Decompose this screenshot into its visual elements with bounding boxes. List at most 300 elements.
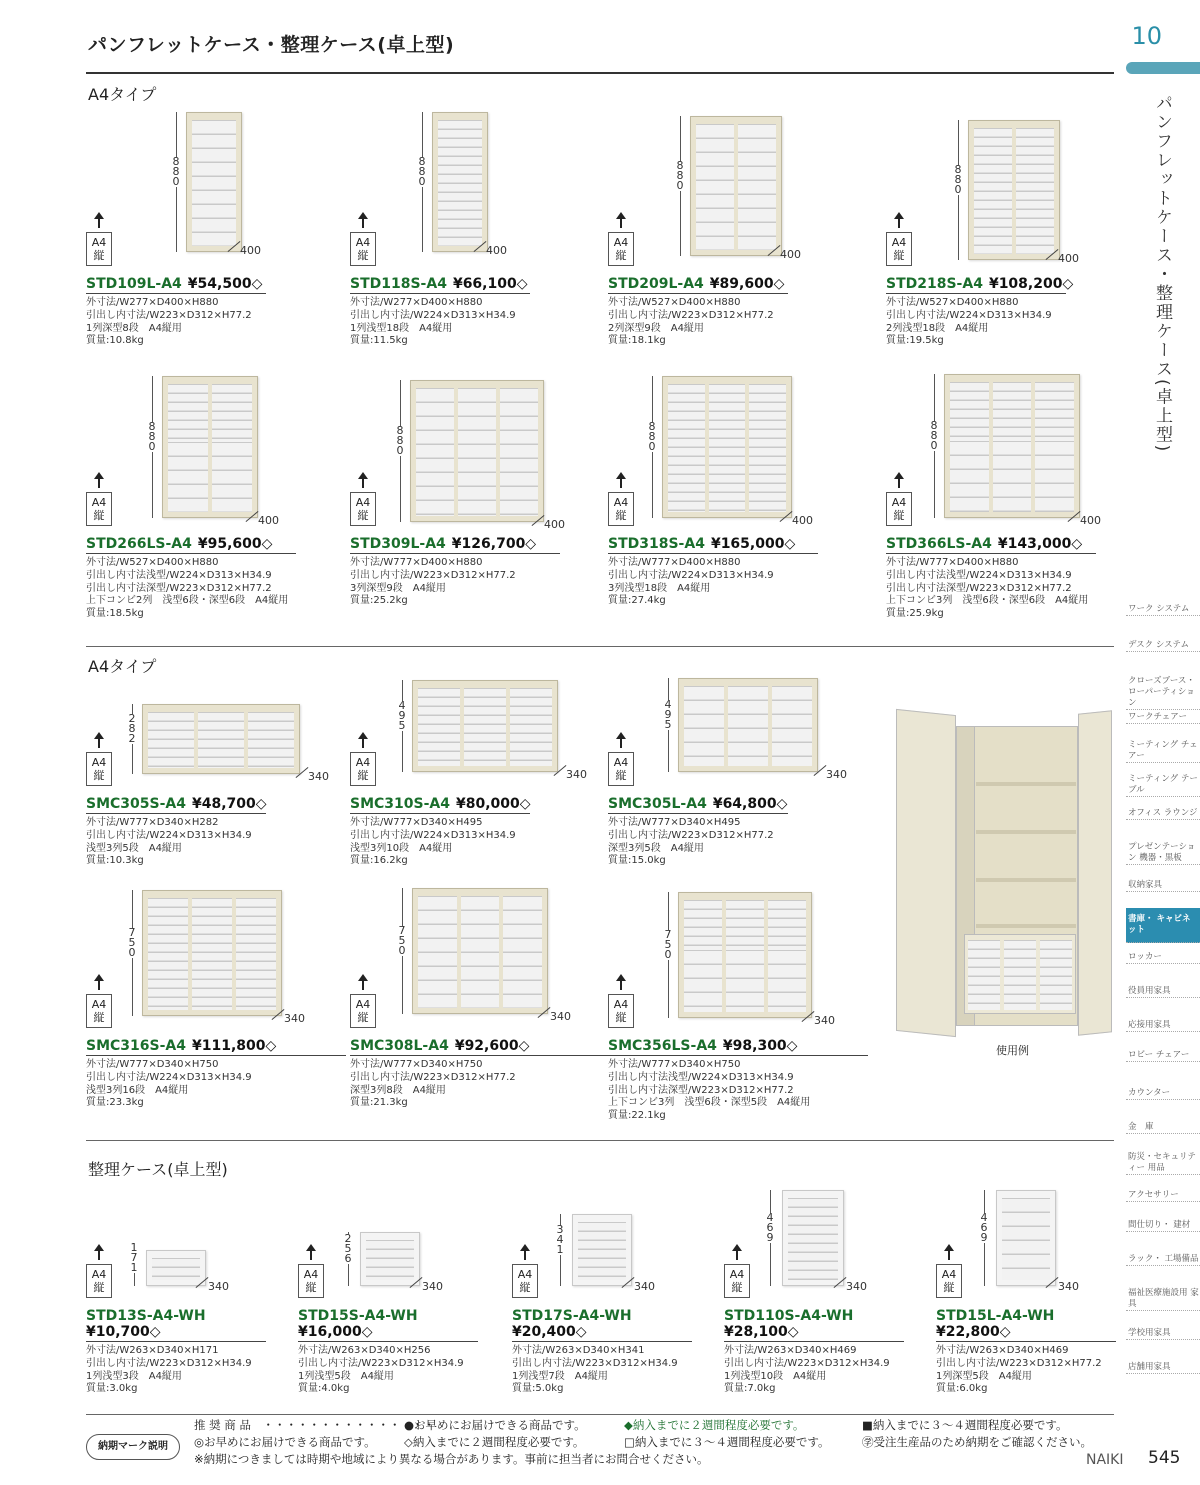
product-spec: 引出し内寸法/W224×D313×H34.9 xyxy=(350,309,516,321)
depth-dimension: 400 xyxy=(1080,514,1101,527)
product-info xyxy=(608,1038,868,1123)
product-name: STD118S-A4 xyxy=(350,276,447,292)
product-spec: 2列浅型18段 A4縦用 xyxy=(886,322,989,334)
section-title-a4-1: A4タイプ xyxy=(88,85,157,104)
product-info xyxy=(86,796,266,868)
product-spec: 引出し内寸法浅型/W224×D313×H34.9 xyxy=(86,569,272,581)
product-spec: 引出し内寸法浅型/W224×D313×H34.9 xyxy=(608,1071,794,1083)
a4-label: A4 xyxy=(355,496,371,509)
product-name: SMC310S-A4 xyxy=(350,796,450,812)
sidenav-item[interactable]: 店舗用家具 xyxy=(1126,1362,1200,1374)
arrow-up-icon xyxy=(616,974,626,981)
a4-label: A4 xyxy=(355,236,371,249)
product-spec: 引出し内寸法/W223×D312×H34.9 xyxy=(86,1357,252,1369)
product-name: SMC305S-A4 xyxy=(86,796,186,812)
height-dimension: 469 xyxy=(978,1213,990,1243)
tate-label: 縦 xyxy=(519,1281,531,1294)
arrow-up-icon xyxy=(362,478,364,488)
product-spec: 外寸法/W777×D340×H282 xyxy=(86,817,219,828)
product-spec: 引出し内寸法浅型/W224×D313×H34.9 xyxy=(886,569,1072,581)
drawer-column xyxy=(684,686,724,766)
product-spec: 質量:4.0kg xyxy=(298,1383,350,1395)
section-rule xyxy=(86,646,1114,647)
arrow-up-icon xyxy=(358,732,368,739)
a4-label: A4 xyxy=(91,1268,107,1281)
product-spec: 質量:18.5kg xyxy=(86,608,144,620)
product-spec: 外寸法/W777×D340×H750 xyxy=(350,1059,483,1070)
tate-label: 縦 xyxy=(93,1281,105,1294)
sidenav-item[interactable]: ワークチェアー xyxy=(1126,712,1200,724)
arrow-up-icon xyxy=(98,980,100,990)
tate-label: 縦 xyxy=(615,249,627,262)
sidenav-item[interactable]: クローズブース・ ローパーティション xyxy=(1126,676,1200,710)
drawer-column xyxy=(503,896,542,1008)
product-info xyxy=(886,536,1096,621)
a4-portrait-icon xyxy=(350,752,376,786)
depth-dimension: 340 xyxy=(826,768,847,781)
arrow-up-icon xyxy=(524,1250,526,1260)
product-spec: 浅型3列10段 A4縦用 xyxy=(350,842,453,854)
product-spec: 質量:7.0kg xyxy=(724,1383,776,1395)
tate-label: 縦 xyxy=(943,1281,955,1294)
product-name-row xyxy=(86,1038,346,1056)
depth-dimension: 340 xyxy=(422,1280,443,1293)
product-spec: 外寸法/W777×D340×H495 xyxy=(350,817,483,828)
product-spec: 外寸法/W527×D400×H880 xyxy=(886,297,1019,308)
sidenav-item[interactable]: 書庫・ キャビネット xyxy=(1126,908,1200,943)
section-title-desktop: 整理ケース(卓上型) xyxy=(88,1160,228,1179)
footer-note: ※納期につきましては時期や地域により異なる場合があります。事前に担当者にお問合せください。 xyxy=(194,1452,709,1466)
product-name: STD17S-A4-WH xyxy=(512,1308,632,1324)
height-dimension: 750 xyxy=(396,926,408,956)
drawer-column xyxy=(438,120,482,246)
product-price: ¥92,600◇ xyxy=(454,1038,530,1054)
product-info xyxy=(86,1308,266,1396)
depth-dimension: 340 xyxy=(814,1014,835,1027)
product-name: STD15S-A4-WH xyxy=(298,1308,418,1324)
product-price: ¥64,800◇ xyxy=(712,796,788,812)
usage-example-caption: 使用例 xyxy=(996,1044,1029,1057)
a4-label: A4 xyxy=(891,496,907,509)
drawer-column-deep xyxy=(168,442,208,512)
drawer-column xyxy=(416,388,454,516)
drawer-column-deep xyxy=(684,950,722,1012)
tate-label: 縦 xyxy=(893,249,905,262)
product-name: STD218S-A4 xyxy=(886,276,983,292)
product-name-row xyxy=(886,276,1074,294)
product-name: SMC305L-A4 xyxy=(608,796,707,812)
arrow-up-icon xyxy=(620,980,622,990)
arrow-up-icon xyxy=(736,1250,738,1260)
a4-portrait-icon xyxy=(608,994,634,1028)
depth-dimension: 340 xyxy=(308,770,329,783)
product-name: STD13S-A4-WH xyxy=(86,1308,206,1324)
product-name: STD309L-A4 xyxy=(350,536,446,552)
sidenav-item[interactable]: カウンター xyxy=(1126,1088,1200,1100)
product-spec: 外寸法/W527×D400×H880 xyxy=(608,297,741,308)
height-dimension: 256 xyxy=(342,1234,354,1264)
product-spec: 引出し内寸法/W223×D312×H34.9 xyxy=(298,1357,464,1369)
tate-label: 縦 xyxy=(357,769,369,782)
drawer-column xyxy=(461,896,500,1008)
product-info xyxy=(512,1308,692,1396)
drawer-column xyxy=(152,1258,200,1280)
sidenav-item[interactable]: ロビー チェアー xyxy=(1126,1050,1200,1062)
product-info xyxy=(608,276,788,348)
product-spec: 1列浅型10段 A4縦用 xyxy=(724,1370,827,1382)
sidenav-item[interactable]: 役員用家具 xyxy=(1126,986,1200,998)
a4-portrait-icon xyxy=(86,232,112,266)
arrow-up-icon xyxy=(362,218,364,228)
product-spec: 外寸法/W777×D340×H750 xyxy=(608,1059,741,1070)
product-spec: 質量:27.4kg xyxy=(608,595,666,607)
height-dimension: 880 xyxy=(146,422,158,452)
product-spec: 外寸法/W777×D400×H880 xyxy=(350,557,483,568)
page-number: 545 xyxy=(1148,1448,1181,1468)
product-spec: 1列浅型3段 A4縦用 xyxy=(86,1370,182,1382)
product-spec: 質量:11.5kg xyxy=(350,335,408,347)
delivery-mark-badge: 納期マーク説明 xyxy=(86,1434,180,1460)
product-spec: 引出し内寸法/W224×D313×H34.9 xyxy=(350,829,516,841)
product-spec: 質量:23.3kg xyxy=(86,1097,144,1109)
product-spec: 引出し内寸法/W224×D313×H34.9 xyxy=(86,829,252,841)
product-info xyxy=(608,536,818,608)
page-title: パンフレットケース・整理ケース(卓上型) xyxy=(88,34,455,56)
sidenav-item[interactable]: 応接用家具 xyxy=(1126,1020,1200,1032)
depth-dimension: 400 xyxy=(780,248,801,261)
product-spec: 3列浅型18段 A4縦用 xyxy=(608,582,711,594)
product-spec: 引出し内寸法/W223×D312×H77.2 xyxy=(350,569,516,581)
depth-dimension: 340 xyxy=(1058,1280,1079,1293)
product-spec: 引出し内寸法/W223×D312×H77.2 xyxy=(936,1357,1102,1369)
arrow-up-icon xyxy=(620,738,622,748)
drawer-column xyxy=(366,1240,414,1280)
product-spec: 質量:25.9kg xyxy=(886,608,944,620)
arrow-up-icon xyxy=(732,1244,742,1251)
product-name: STD110S-A4-WH xyxy=(724,1308,854,1324)
product-name: STD366LS-A4 xyxy=(886,536,992,552)
product-spec: 質量:10.3kg xyxy=(86,855,144,867)
drawer-column xyxy=(418,688,460,766)
depth-dimension: 340 xyxy=(634,1280,655,1293)
drawer-column xyxy=(148,898,188,1010)
height-dimension: 880 xyxy=(928,421,940,451)
drawer-column xyxy=(728,686,768,766)
arrow-up-icon xyxy=(98,218,100,228)
usage-example-image xyxy=(896,712,1112,1034)
arrow-up-icon xyxy=(620,478,622,488)
product-info xyxy=(350,796,530,868)
drawer-column-deep xyxy=(993,441,1032,513)
a4-label: A4 xyxy=(91,496,107,509)
a4-label: A4 xyxy=(355,998,371,1011)
tate-label: 縦 xyxy=(357,509,369,522)
arrow-up-icon xyxy=(358,212,368,219)
product-name-row xyxy=(886,536,1096,554)
product-spec: 外寸法/W777×D340×H750 xyxy=(86,1059,219,1070)
product-price: ¥10,700◇ xyxy=(86,1324,266,1342)
depth-dimension: 340 xyxy=(284,1012,305,1025)
arrow-up-icon xyxy=(616,212,626,219)
product-spec: 質量:25.2kg xyxy=(350,595,408,607)
product-price: ¥111,800◇ xyxy=(191,1038,277,1054)
a4-portrait-icon xyxy=(608,752,634,786)
drawer-column xyxy=(500,388,538,516)
product-info xyxy=(86,276,266,348)
arrow-up-icon xyxy=(520,1244,530,1251)
drawer-column-deep xyxy=(726,950,764,1012)
drawer-column-deep xyxy=(212,442,252,512)
a4-label: A4 xyxy=(91,236,107,249)
product-spec: 引出し内寸法/W223×D312×H34.9 xyxy=(512,1357,678,1369)
a4-portrait-icon xyxy=(86,492,112,526)
product-info xyxy=(86,536,296,621)
product-spec: 外寸法/W777×D400×H880 xyxy=(886,557,1019,568)
arrow-up-icon xyxy=(94,732,104,739)
product-name: STD266LS-A4 xyxy=(86,536,192,552)
product-spec: 1列深型8段 A4縦用 xyxy=(86,322,182,334)
product-spec: 外寸法/W777×D400×H880 xyxy=(608,557,741,568)
arrow-up-icon xyxy=(362,980,364,990)
arrow-up-icon xyxy=(620,218,622,228)
height-dimension: 880 xyxy=(394,426,406,456)
arrow-up-icon xyxy=(358,472,368,479)
drawer-column xyxy=(974,128,1012,254)
drawer-column xyxy=(192,898,232,1010)
drawer-column xyxy=(772,686,812,766)
product-spec: 質量:21.3kg xyxy=(350,1097,408,1109)
product-price: ¥89,600◇ xyxy=(709,276,785,292)
depth-dimension: 340 xyxy=(550,1010,571,1023)
product-spec: 質量:18.1kg xyxy=(608,335,666,347)
product-name: STD318S-A4 xyxy=(608,536,705,552)
a4-label: A4 xyxy=(355,756,371,769)
product-spec: 外寸法/W277×D400×H880 xyxy=(350,297,483,308)
product-price: ¥126,700◇ xyxy=(451,536,537,552)
product-spec: 3列深型9段 A4縦用 xyxy=(350,582,446,594)
arrow-up-icon xyxy=(944,1244,954,1251)
drawer-column-deep xyxy=(950,441,989,513)
sidenav-item[interactable]: ラック・ 工場備品 xyxy=(1128,1254,1199,1264)
tate-label: 縦 xyxy=(93,509,105,522)
footer-mark-open-square: □納入までに３〜４週間程度必要です。 xyxy=(624,1435,830,1449)
a4-portrait-icon xyxy=(512,1264,538,1298)
product-spec: 1列深型5段 A4縦用 xyxy=(936,1370,1032,1382)
arrow-up-icon xyxy=(98,1250,100,1260)
a4-label: A4 xyxy=(613,998,629,1011)
arrow-up-icon xyxy=(98,738,100,748)
product-price: ¥48,700◇ xyxy=(191,796,267,812)
height-dimension: 750 xyxy=(662,930,674,960)
product-name-row xyxy=(350,1038,610,1056)
product-name: SMC316S-A4 xyxy=(86,1038,186,1054)
product-spec: 質量:3.0kg xyxy=(86,1383,138,1395)
footer-mark-order: ㊫受注生産品のため納期をご確認ください。 xyxy=(862,1435,1092,1449)
drawer-column xyxy=(248,712,294,768)
height-dimension: 469 xyxy=(764,1213,776,1243)
drawer-column xyxy=(510,688,552,766)
product-spec: 質量:16.2kg xyxy=(350,855,408,867)
product-spec: 外寸法/W263×D340×H256 xyxy=(298,1345,431,1356)
product-info xyxy=(886,276,1074,348)
arrow-up-icon xyxy=(94,472,104,479)
sidenav-item[interactable]: 間仕切り・ 建材 xyxy=(1126,1220,1200,1232)
arrow-up-icon xyxy=(94,212,104,219)
height-dimension: 880 xyxy=(674,161,686,191)
drawer-column xyxy=(738,124,776,250)
product-price: ¥98,300◇ xyxy=(722,1038,798,1054)
a4-portrait-icon xyxy=(86,1264,112,1298)
a4-portrait-icon xyxy=(86,994,112,1028)
product-price: ¥80,000◇ xyxy=(455,796,531,812)
sidenav-item[interactable]: デスク システム xyxy=(1126,640,1200,652)
drawer-column xyxy=(236,898,276,1010)
sidenav-item[interactable]: ミーティング チェアー xyxy=(1126,740,1200,763)
product-name-row xyxy=(608,536,818,554)
product-spec: 質量:15.0kg xyxy=(608,855,666,867)
product-name-row xyxy=(350,796,530,814)
sidenav-item[interactable]: 金 庫 xyxy=(1126,1122,1200,1134)
arrow-up-icon xyxy=(894,472,904,479)
product-spec: 1列浅型5段 A4縦用 xyxy=(298,1370,394,1382)
product-spec: 引出し内寸法/W223×D312×H77.2 xyxy=(350,1071,516,1083)
section-title-a4-2: A4タイプ xyxy=(88,657,157,676)
a4-portrait-icon xyxy=(350,994,376,1028)
product-name: SMC356LS-A4 xyxy=(608,1038,717,1054)
sidenav-item[interactable]: オフィス ラウンジ xyxy=(1126,808,1200,820)
product-name-row xyxy=(86,536,296,554)
a4-label: A4 xyxy=(613,756,629,769)
product-name: STD15L-A4-WH xyxy=(936,1308,1055,1324)
arrow-up-icon xyxy=(358,974,368,981)
arrow-up-icon xyxy=(362,738,364,748)
product-spec: 質量:5.0kg xyxy=(512,1383,564,1395)
product-name: STD209L-A4 xyxy=(608,276,704,292)
arrow-up-icon xyxy=(94,974,104,981)
drawer-column xyxy=(148,712,194,768)
product-price: ¥165,000◇ xyxy=(710,536,796,552)
section-rule xyxy=(86,1140,1114,1141)
sidenav-item[interactable]: ロッカー xyxy=(1126,952,1200,964)
product-name-row xyxy=(608,276,788,294)
drawer-column xyxy=(749,384,786,512)
product-price: ¥54,500◇ xyxy=(187,276,263,292)
sidenav-item[interactable]: 福祉医療施設用 家具 xyxy=(1128,1288,1199,1309)
height-dimension: 880 xyxy=(416,157,428,187)
product-info xyxy=(298,1308,478,1396)
chapter-tab xyxy=(1126,62,1200,74)
depth-dimension: 340 xyxy=(846,1280,867,1293)
drawer-column xyxy=(458,388,496,516)
depth-dimension: 400 xyxy=(240,244,261,257)
footer-recommend: 推 奨 商 品 ・・・・・・・・・・・・・・・ xyxy=(194,1418,435,1432)
sidenav-item[interactable]: ワーク システム xyxy=(1126,604,1200,616)
product-spec: 質量:22.1kg xyxy=(608,1110,666,1122)
product-spec: 引出し内寸法/W224×D313×H34.9 xyxy=(86,1071,252,1083)
product-price: ¥20,400◇ xyxy=(512,1324,692,1342)
product-price: ¥143,000◇ xyxy=(997,536,1083,552)
a4-label: A4 xyxy=(613,236,629,249)
drawer-column xyxy=(192,120,236,246)
product-info xyxy=(350,1038,610,1110)
product-spec: 引出し内寸法深型/W223×D312×H77.2 xyxy=(86,582,272,594)
product-spec: 引出し内寸法/W223×D312×H34.9 xyxy=(724,1357,890,1369)
sidenav-item[interactable]: 学校用家具 xyxy=(1126,1328,1200,1340)
sidenav-item[interactable]: 防災・セキュリティー 用品 xyxy=(1126,1152,1200,1175)
arrow-up-icon xyxy=(310,1250,312,1260)
arrow-up-icon xyxy=(616,732,626,739)
product-spec: 2列深型9段 A4縦用 xyxy=(608,322,704,334)
a4-portrait-icon xyxy=(608,492,634,526)
sidenav-item[interactable]: アクセサリー xyxy=(1126,1190,1200,1202)
tate-label: 縦 xyxy=(305,1281,317,1294)
product-name-row xyxy=(86,276,266,294)
a4-label: A4 xyxy=(941,1268,957,1281)
tate-label: 縦 xyxy=(615,509,627,522)
product-spec: 引出し内寸法深型/W223×D312×H77.2 xyxy=(608,1084,794,1096)
a4-portrait-icon xyxy=(936,1264,962,1298)
product-spec: 深型3列8段 A4縦用 xyxy=(350,1084,446,1096)
arrow-up-icon xyxy=(948,1250,950,1260)
product-info xyxy=(350,536,560,608)
product-name-row xyxy=(608,796,788,814)
product-info xyxy=(936,1308,1116,1396)
drawer-column xyxy=(788,1198,838,1280)
footer-mark-circle: ◎お早めにお届けできる商品です。 xyxy=(194,1435,376,1449)
product-info xyxy=(724,1308,904,1396)
height-dimension: 495 xyxy=(662,700,674,730)
product-price: ¥22,800◇ xyxy=(936,1324,1116,1342)
sidenav-item[interactable]: 収納家具 xyxy=(1126,880,1200,892)
product-price: ¥16,000◇ xyxy=(298,1324,478,1342)
a4-portrait-icon xyxy=(724,1264,750,1298)
drawer-column xyxy=(696,124,734,250)
vertical-chapter-title: パンフレットケース・整理ケース(卓上型) xyxy=(1152,94,1172,454)
product-spec: 外寸法/W263×D340×H469 xyxy=(936,1345,1069,1356)
a4-portrait-icon xyxy=(350,232,376,266)
drawer-column xyxy=(418,896,457,1008)
sidenav-item[interactable]: ミーティング テーブル xyxy=(1126,774,1200,797)
height-dimension: 282 xyxy=(126,714,138,744)
arrow-up-icon xyxy=(616,472,626,479)
drawer-column xyxy=(1002,1198,1050,1280)
product-name-row xyxy=(350,536,560,554)
a4-label: A4 xyxy=(303,1268,319,1281)
height-dimension: 880 xyxy=(952,165,964,195)
a4-label: A4 xyxy=(613,496,629,509)
drawer-column-deep xyxy=(1035,441,1074,513)
a4-portrait-icon xyxy=(886,232,912,266)
product-spec: 引出し内寸法/W224×D313×H34.9 xyxy=(886,309,1052,321)
a4-portrait-icon xyxy=(608,232,634,266)
footer-mark-square: ■納入までに３〜４週間程度必要です。 xyxy=(862,1418,1068,1432)
sidenav-item[interactable]: プレゼンテーション 機器・黒板 xyxy=(1126,842,1200,865)
product-name-row xyxy=(86,796,266,814)
product-spec: 外寸法/W527×D400×H880 xyxy=(86,557,219,568)
drawer-column xyxy=(198,712,244,768)
height-dimension: 750 xyxy=(126,928,138,958)
a4-label: A4 xyxy=(517,1268,533,1281)
depth-dimension: 340 xyxy=(208,1280,229,1293)
product-spec: 外寸法/W777×D340×H495 xyxy=(608,817,741,828)
tate-label: 縦 xyxy=(357,1011,369,1024)
product-spec: 外寸法/W263×D340×H171 xyxy=(86,1345,219,1356)
tate-label: 縦 xyxy=(893,509,905,522)
product-spec: 1列浅型18段 A4縦用 xyxy=(350,322,453,334)
height-dimension: 171 xyxy=(128,1243,140,1273)
height-dimension: 341 xyxy=(554,1225,566,1255)
product-spec: 引出し内寸法/W224×D313×H34.9 xyxy=(608,569,774,581)
